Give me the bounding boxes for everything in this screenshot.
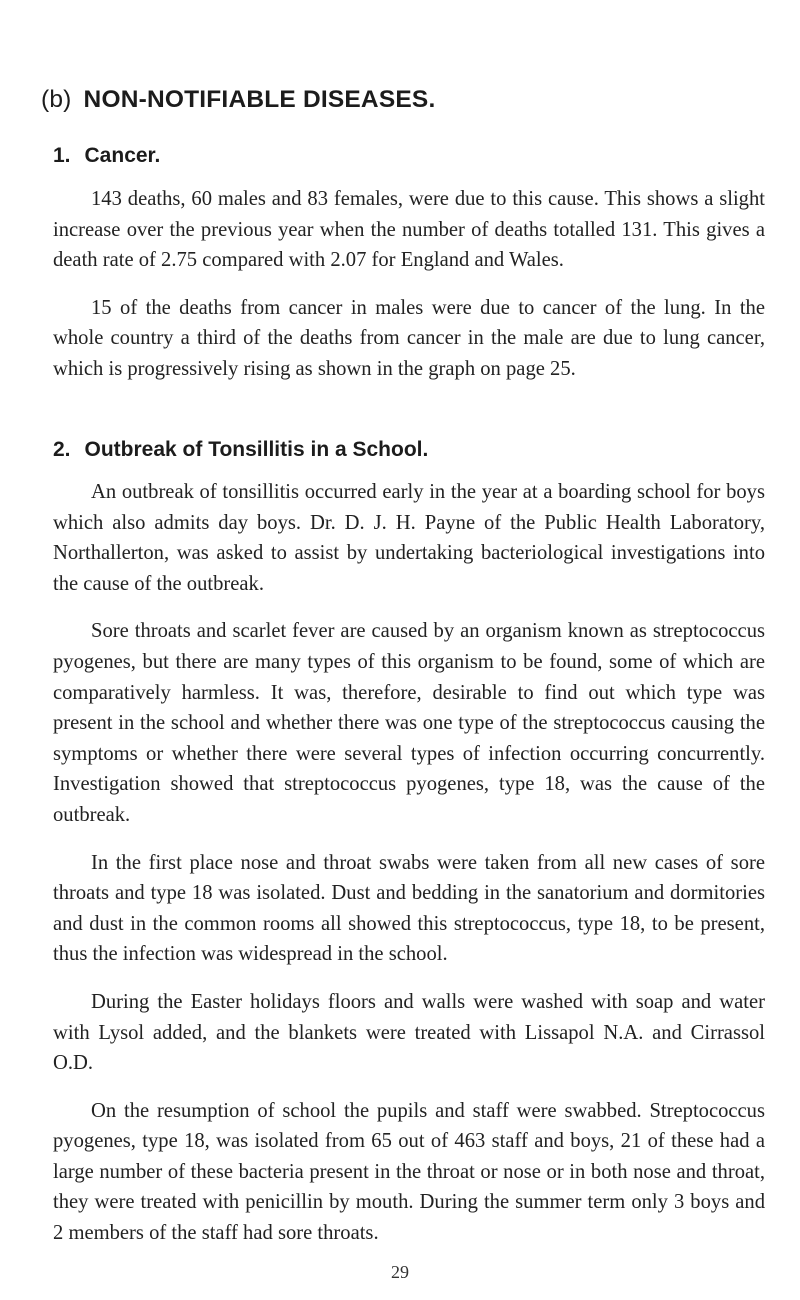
page-number: 29 (391, 1262, 409, 1282)
tonsillitis-section-body (53, 477, 765, 1266)
paragraph: During the Easter holidays floors and walls were washed with soap and water with Lysol added, and the blankets were treated with Lissapol N.A. and Cirrassol O.D. (53, 990, 765, 1075)
subsection-title: Cancer. (84, 144, 161, 167)
paragraph: 143 deaths, 60 males and 83 females, were due to this cause. This shows a slight increase over the previous year when the number of deaths totalled 131. This gives a death rate of 2.75 compared with 2.07 for England and Wales. (53, 188, 765, 272)
subsection-number: 2. (53, 438, 71, 461)
section-title: NON-NOTIFIABLE DISEASES. (83, 86, 436, 113)
section-heading (41, 86, 435, 114)
subsection-heading-tonsillitis (53, 438, 428, 462)
cancer-section-body (53, 184, 765, 402)
paragraph: In the first place nose and throat swabs were taken from all new cases of sore throats and type 18 was isolated. Dust and bedding in the sanatorium and dormitories and dust in the common rooms all showed this streptococcus, type 18, to be present, thus the infection was widespread in the school. (53, 851, 765, 966)
subsection-heading-cancer (53, 144, 160, 168)
paragraph: Sore throats and scarlet fever are caused by an organism known as streptococcus pyogenes, but there are many types of this organism to be found, some of which are comparatively harmless. It was, therefore, desirable to find out which type was present in the school and whether there was one type of the streptococcus causing the symptoms or whether there were several types of infection occurring concurrently. Investigation showed that streptococcus pyogenes, type 18, was the cause of the outbreak. (53, 620, 765, 826)
subsection-title: Outbreak of Tonsillitis in a School. (84, 438, 429, 461)
subsection-number: 1. (53, 144, 71, 167)
paragraph: On the resumption of school the pupils and staff were swabbed. Streptococcus pyogenes, type 18, was isolated from 65 out of 463 staff and boys, 21 of these had a large number of these bacteria present in the throat or nose or in both nose and throat, they were treated with penicillin by mouth. During the summer term only 3 boys and 2 members of the staff had sore throats. (53, 1099, 765, 1245)
section-marker: (b) (41, 86, 72, 113)
paragraph: 15 of the deaths from cancer in males were due to cancer of the lung. In the whole country a third of the deaths from cancer in the male are due to lung cancer, which is progressively rising as shown in the graph on page 25. (53, 296, 765, 380)
paragraph: An outbreak of tonsillitis occurred early in the year at a boarding school for boys which also admits day boys. Dr. D. J. H. Payne of the Public Health Laboratory, Northallerton, was asked to assist by undertaking bacteriological investigations into the cause of the outbreak. (53, 481, 765, 595)
